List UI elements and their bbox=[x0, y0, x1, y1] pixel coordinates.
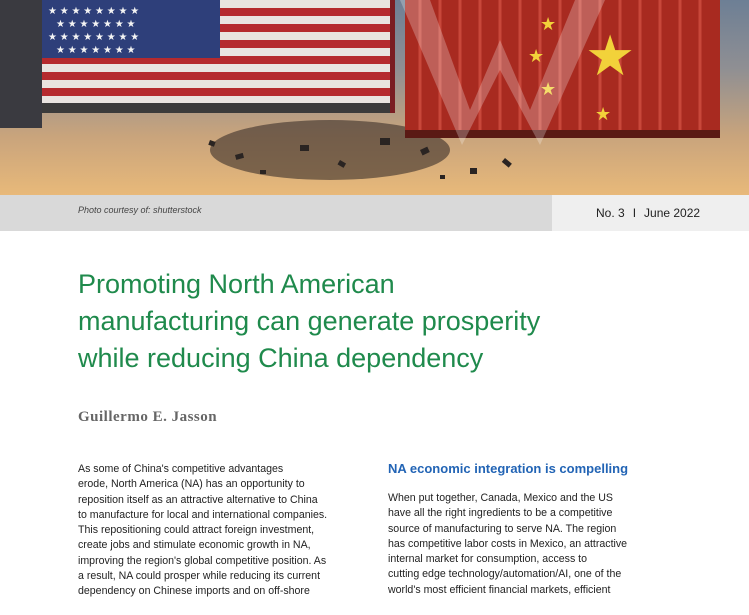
text-line: erode, North America (NA) has an opportunity to bbox=[78, 478, 305, 491]
svg-text:★: ★ bbox=[528, 46, 545, 66]
svg-text:★: ★ bbox=[540, 14, 557, 34]
left-column-text bbox=[78, 462, 373, 600]
title-line: manufacturing can generate prosperity bbox=[78, 306, 541, 336]
text-line: create jobs and stimulate economic growth in NA, bbox=[78, 539, 311, 552]
text-line: When put together, Canada, Mexico and the US bbox=[388, 492, 613, 504]
issue-number: No. 3 bbox=[596, 206, 625, 220]
text-line: source of manufacturing to serve NA. The region bbox=[388, 522, 617, 535]
issue-date: June 2022 bbox=[644, 206, 701, 220]
text-line: a result, NA could prosper while reducing its current bbox=[78, 570, 321, 583]
author-name: Guillermo E. Jasson bbox=[78, 409, 218, 425]
text-line: reposition itself as an attractive alternative to China bbox=[78, 493, 318, 506]
right-column-text bbox=[388, 491, 673, 598]
text-line: world's most efficient financial markets, efficient bbox=[388, 583, 611, 596]
section-heading: NA economic integration is compelling bbox=[388, 461, 629, 476]
text-line: dependency on Chinese imports and on off-shore bbox=[78, 585, 310, 598]
text-line: has competitive labor costs in Mexico, an attractive bbox=[388, 537, 628, 550]
containers-illustration bbox=[0, 0, 749, 195]
text-line: cutting edge technology/automation/AI, one of the bbox=[388, 568, 622, 581]
svg-text:★ ★ ★ ★ ★ ★ ★: ★ ★ ★ ★ ★ ★ ★ bbox=[56, 19, 136, 30]
text-line: have all the right ingredients to be a competitive bbox=[388, 507, 613, 520]
us-container bbox=[0, 0, 395, 128]
photo-credit: Photo courtesy of: shutterstock bbox=[78, 205, 202, 215]
svg-text:★ ★ ★ ★ ★ ★ ★ ★: ★ ★ ★ ★ ★ ★ ★ ★ bbox=[48, 6, 140, 17]
title-line: Promoting North American bbox=[78, 269, 395, 299]
text-line: improving the region's global competitive position. As bbox=[78, 554, 327, 567]
article-title bbox=[78, 266, 678, 377]
text-line: As some of China's competitive advantages bbox=[78, 463, 284, 475]
issue-info-bar bbox=[552, 195, 749, 231]
text-line: internal market for consumption, access to bbox=[388, 553, 588, 566]
issue-separator: I bbox=[632, 206, 637, 220]
issue-label bbox=[592, 206, 704, 220]
svg-text:★ ★ ★ ★ ★ ★ ★ ★: ★ ★ ★ ★ ★ ★ ★ ★ bbox=[48, 32, 140, 43]
svg-text:★ ★ ★ ★ ★ ★ ★: ★ ★ ★ ★ ★ ★ ★ bbox=[56, 45, 136, 56]
text-line: to manufacture for local and international companies. bbox=[78, 508, 328, 521]
svg-text:★: ★ bbox=[585, 24, 636, 87]
photo-caption-bar bbox=[0, 195, 552, 231]
hero-image bbox=[0, 0, 749, 195]
svg-text:★: ★ bbox=[595, 104, 612, 124]
title-line: while reducing China dependency bbox=[78, 343, 484, 373]
text-line: This repositioning could attract foreign investment, bbox=[78, 524, 315, 537]
svg-text:★: ★ bbox=[540, 79, 557, 99]
